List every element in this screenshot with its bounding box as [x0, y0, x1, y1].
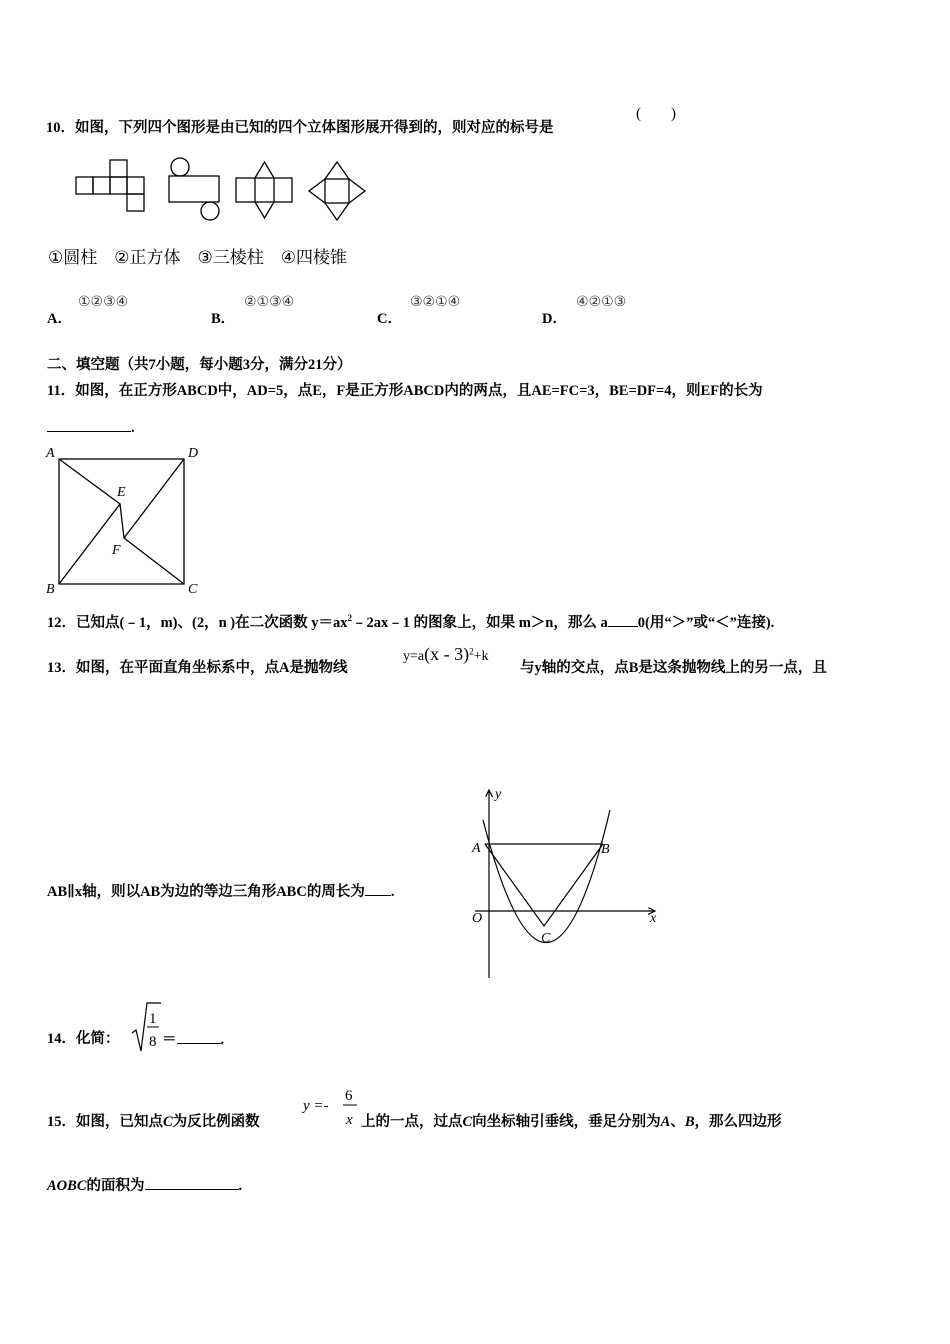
q12-text2: ﹣2ax﹣1 的图象上，如果 m＞n，那么 a	[351, 614, 608, 631]
q15-formula-lhs: y =-	[303, 1098, 329, 1114]
q10-stem	[46, 116, 554, 137]
q14-stem	[47, 1027, 120, 1048]
label-b: B	[46, 582, 55, 597]
pyramid-net	[309, 162, 365, 220]
q13-parabola-figure	[465, 780, 665, 985]
q10-legend: ①圆柱 ②正方体 ③三棱柱 ④四棱锥	[48, 248, 347, 268]
label-f: F	[112, 543, 121, 558]
q13-formula-sup: 2	[469, 646, 474, 657]
q13-stem-line2	[47, 879, 394, 901]
q13-number: 13．	[47, 660, 76, 676]
q12-stem	[47, 610, 774, 632]
q10-number: 10．	[46, 120, 75, 136]
option-c-letter[interactable]: C．	[377, 311, 402, 327]
option-d-letter[interactable]: D．	[542, 311, 567, 327]
q15-stem-part1	[47, 1110, 260, 1131]
q13-text1: 如图，在平面直角坐标系中，点A是抛物线	[76, 660, 348, 676]
q12-text3: 0(用“＞”或“＜”连接).	[637, 614, 775, 631]
q10-nets-figure	[70, 152, 370, 224]
q10-answer-paren: ( )	[636, 106, 676, 122]
q14-den: 8	[149, 1034, 157, 1050]
cube-net	[76, 160, 144, 211]
option-c-value[interactable]: ③②①④	[410, 294, 461, 310]
q11-tail: .	[131, 419, 135, 436]
q15-text3: 上的一点，过点	[361, 1114, 463, 1130]
q13-formula-b: (x - 3)	[424, 644, 470, 664]
q12-sup: 2	[347, 613, 352, 624]
label-a: A	[472, 841, 481, 856]
q11-answer-line	[47, 415, 135, 437]
label-a: A	[46, 446, 55, 461]
label-y: y	[495, 787, 502, 802]
q14-eq: ＝	[162, 1031, 177, 1048]
q11-blank[interactable]	[47, 415, 131, 432]
segments-cf-df	[124, 459, 184, 584]
label-o: O	[472, 911, 483, 926]
q12-number: 12．	[47, 614, 76, 631]
q14-num: 1	[149, 1011, 157, 1027]
q15-text4: 向坐标轴引垂线，垂足分别为	[472, 1114, 661, 1130]
q13-stem-line1	[47, 656, 347, 677]
label-d: D	[188, 446, 199, 461]
q15-sep: 、	[670, 1114, 685, 1130]
q10-text: 如图，下列四个图形是由已知的四个立体图形展开得到的，则对应的标号是	[75, 120, 554, 136]
q13-blank[interactable]	[365, 879, 391, 896]
q15-stem-part2	[361, 1110, 782, 1131]
q15-blank[interactable]	[145, 1173, 239, 1190]
q15-text1: 如图，已知点	[76, 1114, 163, 1130]
q15-b: B	[684, 1114, 695, 1130]
q15-a: A	[660, 1114, 671, 1130]
q13-formula-c: +k	[473, 649, 489, 664]
q15-text5: ，那么四边形	[694, 1114, 782, 1130]
q15-tail: .	[238, 1177, 243, 1194]
q12-blank[interactable]	[608, 610, 638, 627]
q15-stem-line2	[47, 1173, 242, 1195]
q13-formula	[403, 644, 489, 665]
q15-text2: 为反比例函数	[172, 1114, 260, 1130]
q15-aobc: AOBC	[47, 1177, 87, 1194]
q11-square-figure	[42, 440, 212, 598]
label-c: C	[188, 582, 198, 597]
q15-number: 15．	[47, 1114, 76, 1130]
q15-c: C	[163, 1114, 173, 1130]
prism-net	[236, 162, 292, 218]
option-a-value[interactable]: ①②③④	[78, 294, 129, 310]
label-c: C	[541, 931, 551, 946]
q15-c2: C	[462, 1114, 473, 1130]
q15-formula-num: 6	[345, 1088, 353, 1104]
q12-text1: 已知点(﹣1，m)、(2，n )在二次函数 y＝ax	[76, 614, 348, 631]
option-a-letter[interactable]: A．	[47, 311, 72, 327]
q11-text: 如图，在正方形ABCD中，AD=5，点E，F是正方形ABCD内的两点，且AE=FC=3，BE=DF=4，则EF的长为	[75, 383, 763, 399]
q13-text3: AB∥x轴，则以AB为边的等边三角形ABC的周长为	[47, 883, 365, 900]
q11-number: 11．	[47, 383, 76, 399]
label-b: B	[601, 842, 610, 857]
q14-answer	[162, 1027, 224, 1049]
section-title: 二、填空题（共7小题，每小题3分，满分21分）	[47, 357, 352, 373]
q13-tail: .	[390, 883, 395, 900]
q15-formula-den: x	[346, 1112, 353, 1128]
q14-tail: .	[220, 1031, 225, 1048]
q14-blank[interactable]	[177, 1027, 221, 1044]
segment-ef	[120, 504, 124, 538]
q14-sqrt	[130, 1001, 162, 1053]
option-d-value[interactable]: ④②①③	[576, 294, 627, 310]
segments-ae-be	[59, 459, 120, 584]
q14-number: 14．	[47, 1031, 76, 1047]
label-x: x	[650, 911, 657, 926]
q13-text2: 与y轴的交点，点B是这条抛物线上的另一点，且	[520, 660, 827, 676]
q15-formula	[301, 1082, 363, 1130]
q15-text6: 的面积为	[86, 1177, 145, 1194]
q11-stem	[47, 379, 763, 400]
q13-formula-a: y=a	[403, 649, 425, 664]
option-b-letter[interactable]: B．	[211, 311, 236, 327]
option-b-value[interactable]: ②①③④	[244, 294, 295, 310]
cylinder-net	[169, 158, 219, 220]
label-e: E	[117, 485, 126, 500]
q14-text: 化简：	[76, 1031, 120, 1047]
